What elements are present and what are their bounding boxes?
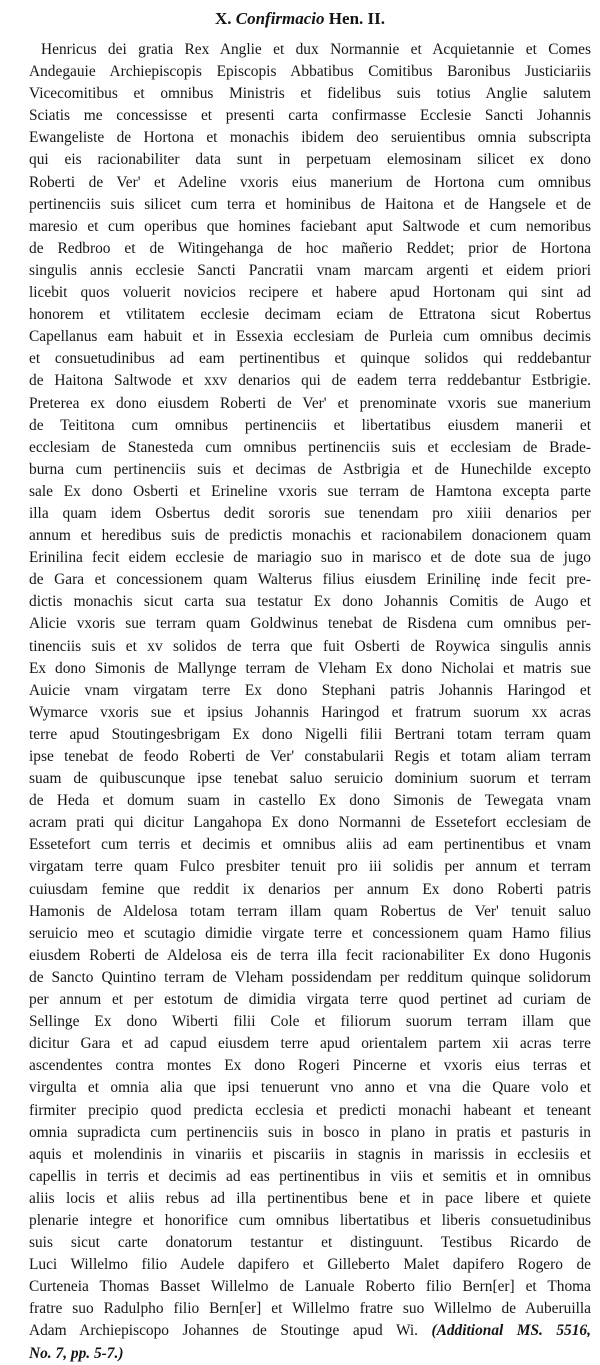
text-line: honorem et vtilitatem ecclesie decimam eciam de Ettratona sicut Robertus (29, 306, 591, 324)
citation-line (29, 1343, 591, 1365)
text-line: aquis et molendinis in vinariis et piscariis in stagnis in marissis in ecclesiis et (29, 1145, 591, 1163)
text-line: Andegauie Archiepiscopis Episcopis Abbatibus Comitibus Baronibus Justiciariis (29, 63, 591, 81)
text-line-content: Adam Archiepiscopo Johannes de Stoutinge apud Wi. (29, 1322, 418, 1340)
text-line: firmiter precipio quod predicta ecclesia et predicti monachi habeant et teneant (29, 1101, 591, 1119)
text-line: sale Ex dono Osberti et Erineline vxoris sue terram de Hamtona excepta parte (29, 482, 591, 500)
text-line: terre apud Stoutingesbrigam Ex dono Nigelli filii Bertrani totam terram quam (29, 725, 591, 743)
text-line: de Haitona Saltwode et xxv denarios qui de eadem terra reddebantur Estbrigie. (29, 372, 591, 390)
text-line: cuiusdam femine que reddit ix denarios per annum Ex dono Roberti patris (29, 880, 591, 898)
text-line: Alicie vxoris sue terram quam Goldwinus tenebat de Risdena cum omnibus per- (29, 615, 591, 633)
text-line: Roberti de Ver' et Adeline vxoris eius manerium de Hortona cum omnibus (29, 173, 591, 191)
text-line: Wymarce vxoris sue et ipsius Johannis Haringod et fratrum suorum xx acras (29, 703, 591, 721)
text-line: Capellanus eam habuit et in Essexia ecclesiam de Purleia cum omnibus decimis (29, 328, 591, 346)
text-line: illa quam idem Osbertus dedit sororis sue tenendam pro xiiii denarios per (29, 504, 591, 522)
citation-part1: (Additional MS. 5516, (431, 1322, 591, 1340)
document-title (0, 9, 600, 29)
text-line: aliis locis et aliis rebus ad illa pertinentibus bene et in pace libere et quiete (29, 1189, 591, 1207)
text-line: seruicio meo et scutagio dimidie virgate terre et concessionem quam Hamo filius (29, 924, 591, 942)
text-line: dicitur Gara et ad capud eiusdem terre apud orientalem partem xii acras terre (29, 1035, 591, 1053)
text-line: Curteneia Thomas Basset Willelmo de Lanuale Roberto filio Bern[er] et Thoma (29, 1278, 591, 1296)
text-line: de Teititona cum omnibus pertinenciis et libertatibus eiusdem manerii et (29, 416, 591, 434)
title-word: Confirmacio (235, 9, 325, 28)
title-rest: Hen. II. (328, 9, 386, 28)
text-line: ecclesiam de Stanesteda cum omnibus pertinenciis suis et ecclesiam de Brade- (29, 438, 591, 456)
text-line: Sciatis me concessisse et presenti carta confirmasse Ecclesie Sancti Johannis (29, 107, 591, 125)
text-line: de Redbroo et de Witingehanga de hoc mañerio Reddet; prior de Hortona (29, 239, 591, 257)
text-line: per annum et per estotum de dimidia virgata terre quod pertinet ad curiam de (29, 991, 591, 1009)
text-line: eiusdem Roberti de Aldelosa eis de terra illa fecit racionabiliter Ex dono Hugonis (29, 946, 591, 964)
text-line: Vicecomitibus et omnibus Ministris et fidelibus suis totius Anglie salutem (29, 85, 591, 103)
text-line: maresio et cum operibus que homines faciebant aput Saltwode et cum nemoribus (29, 217, 591, 235)
text-line: qui eis racionabiliter data sunt in perpetuam elemosinam silicet ex dono (29, 151, 591, 169)
text-line: Hamonis de Aldelosa totam terram illam quam Robertus de Ver' tenuit saluo (29, 902, 591, 920)
text-line: Ex dono Simonis de Mallynge terram de Vleham Ex dono Nicholai et matris sue (29, 659, 591, 677)
text-line: acram prati qui dicitur Langahopa Ex dono Normanni de Essetefort ecclesiam de (29, 814, 591, 832)
citation-part2: No. 7, pp. 5-7.) (29, 1344, 124, 1362)
text-line: annum et heredibus suis de predictis monachis et racionabilem donacionem quam (29, 527, 591, 545)
text-line: suis sicut carte donatorum testantur et distinguunt. Testibus Ricardo de (29, 1234, 591, 1252)
text-line: dictis monachis sicut carta sua testatur Ex dono Johannis Comitis de Augo et (29, 593, 591, 611)
text-line: ipse tenebat de feodo Roberti de Ver' constabularii Regis et totam aliam terram (29, 748, 591, 765)
text-line: virgulta et omnia alia que ipsi tenuerunt vno anno et vna die Quare volo et (29, 1079, 591, 1097)
text-line: Ewangeliste de Hortona et monachis ibidem deo seruientibus omnia subscripta (29, 129, 591, 147)
text-line: plenarie integre et honorifice cum omnibus libertatibus et liberis consuetudinibus (29, 1211, 591, 1229)
text-line: Auicie vnam virgatam terre Ex dono Stephani patris Johannis Haringod et (29, 681, 591, 699)
text-line: Sellinge Ex dono Wiberti filii Cole et filiorum suorum terram illam que (29, 1013, 591, 1031)
text-line: Henricus dei gratia Rex Anglie et dux Normannie et Acquietannie et Comes (41, 41, 591, 58)
text-line: licebit quos voluerit novicios recipere et habere apud Hortonam qui sint ad (29, 284, 591, 302)
text-line (29, 1320, 591, 1342)
text-line: de Heda et domum suam in castello Ex dono Simonis de Tewegata vnam (29, 792, 591, 810)
text-line: Luci Willelmo filio Audele dapifero et Gilleberto Malet dapifero Rogero de (29, 1256, 591, 1274)
text-line: omnia supradicta cum pertinenciis suis in bosco in plano in pratis et pasturis in (29, 1123, 591, 1141)
title-numeral: X. (214, 9, 232, 28)
text-line: virgatam terre quam Fulco presbiter tenuit pro iii solidis per annum et terram (29, 858, 591, 876)
text-line: Erinilina fecit eidem ecclesie de mariagio suo in marisco et de dote sua de jugo (29, 549, 591, 567)
text-line: fratre suo Radulpho filio Bern[er] et Willelmo fratre suo Willelmo de Auberuilla (29, 1300, 591, 1318)
text-line: Essetefort cum terris et decimis et omnibus aliis ad eam pertinentibus et vnam (29, 836, 591, 854)
text-line: de Sancto Quintino terram de Vleham possidendam per redditum quinque solidorum (29, 968, 591, 986)
text-line: de Gara et concessionem quam Walterus filius eiusdem Erinilinę inde fecit pre- (29, 571, 591, 589)
text-line: tinenciis suis et xv solidos de terra que fuit Osberti de Roywica singulis annis (29, 637, 591, 655)
charter-text (29, 39, 591, 1365)
text-line: burna cum pertinenciis suis et decimas de Astbrigia et de Hunechilde excepto (29, 460, 591, 478)
text-line: et consuetudinibus ad eam pertinentibus et quinque solidos qui reddebantur (29, 350, 591, 368)
text-line: capellis in terris et decimis ad eas pertinentibus in viis et semitis et in omnibus (29, 1167, 591, 1185)
text-line: suam de quibuscunque ipse tenebat saluo seruicio dominium suorum et terram (29, 770, 591, 788)
text-line: Preterea ex dono eiusdem Roberti de Ver' et prenominate vxoris sue manerium (29, 394, 591, 412)
text-line: ascendentes contra montes Ex dono Rogeri Pincerne et vxoris eius terras et (29, 1057, 591, 1075)
text-line: pertinenciis suis silicet cum terra et hominibus de Haitona et de Hangsele et de (29, 195, 591, 213)
text-line: singulis annis ecclesie Sancti Pancratii vnam marcam argenti et eidem priori (29, 261, 591, 279)
